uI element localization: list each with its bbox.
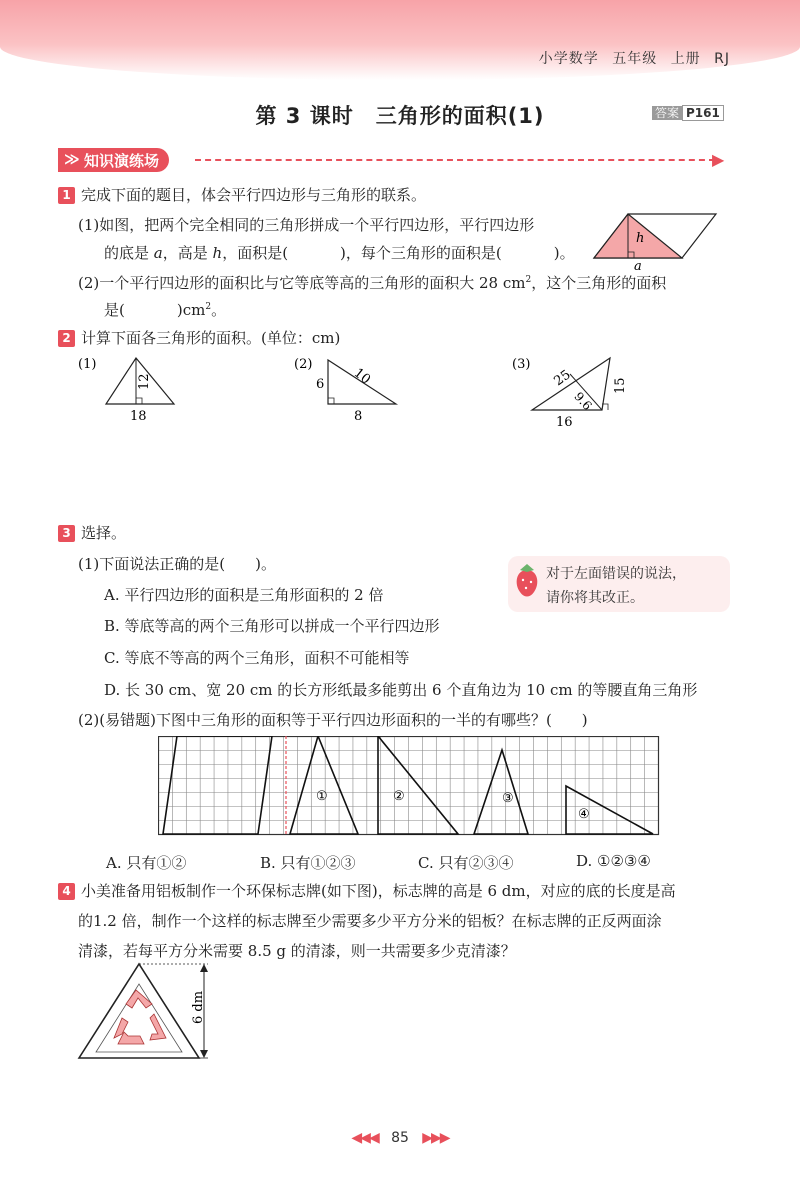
t2-hyp-label: 10: [350, 365, 374, 388]
q2-number: 2: [58, 330, 75, 347]
label-3: ③: [502, 791, 514, 806]
t3-alt-label: 9.6: [571, 389, 595, 413]
section-label: 知识演练场: [84, 152, 160, 170]
q1-text-e: )。: [553, 244, 575, 262]
note-line-1: 对于左面错误的说法，: [546, 566, 686, 582]
fig-a-label: a: [634, 259, 642, 272]
book-volume: 上册: [670, 51, 701, 67]
q1-text-d: )，每个三角形的面积是(: [340, 244, 502, 262]
header-band: [0, 0, 800, 80]
q1-part1-line2: [104, 242, 575, 263]
arrow-right-icon: ▶: [712, 150, 725, 169]
book-grade: 五年级: [612, 51, 658, 67]
q4-number: 4: [58, 883, 75, 900]
q4-line3: 清漆，若每平方分米需要 8.5 g 的清漆，则一共需要多少克清漆？: [78, 942, 516, 960]
answer-label: 答案: [652, 106, 682, 120]
q1-stem-text: 完成下面的题目，体会平行四边形与三角形的联系。: [81, 186, 427, 204]
triangle-3: [532, 358, 610, 410]
answer-page: P161: [682, 105, 724, 121]
t3-base-label: 16: [556, 415, 573, 430]
q1-text-a: 的底是: [104, 244, 154, 262]
grid-figure: [158, 736, 660, 836]
parallelogram-figure: [590, 210, 720, 272]
q4-line1: [58, 880, 676, 901]
q1-p2-a: 是(: [104, 301, 125, 319]
book-edition: RJ: [714, 51, 730, 67]
q3-choice-d[interactable]: D. ①②③④: [576, 852, 651, 870]
q3-option-c[interactable]: C. 等底不等高的两个三角形，面积不可能相等: [104, 649, 410, 667]
q4-line1-text: 小美准备用铝板制作一个环保标志牌(如下图)，标志牌的高是 6 dm，对应的底的长度是高: [81, 882, 676, 900]
label-1: ①: [316, 789, 328, 804]
t1-height-label: 12: [137, 373, 152, 390]
q3-stem: [58, 522, 126, 543]
strawberry-icon: [510, 558, 544, 604]
t1-label: (1): [78, 357, 97, 372]
q3-part1: (1)下面说法正确的是( )。: [78, 555, 276, 573]
label-4: ④: [578, 807, 590, 822]
t1-base-label: 18: [130, 409, 147, 424]
page-footer: [0, 1130, 800, 1146]
answer-reference: [652, 104, 724, 121]
q3-option-d[interactable]: D. 长 30 cm、宽 20 cm 的长方形纸最多能剪出 6 个直角边为 10 cm 的等腰直角三角形: [104, 681, 698, 699]
q1-part2-line2: [104, 299, 226, 320]
t2-base-label: 8: [354, 409, 363, 424]
q1-p2-c: 。: [211, 301, 227, 319]
triangle-3-figure: [510, 352, 640, 432]
q1-text-b: ，高是: [162, 244, 213, 262]
book-subject: 小学数学: [538, 51, 599, 67]
t3-side-b-label: 15: [613, 377, 628, 394]
page-number: 85: [391, 1130, 409, 1146]
q3-stem-text: 选择。: [81, 524, 127, 542]
sup-2: 2: [525, 275, 532, 285]
double-chevron-icon: ≫: [64, 150, 80, 168]
q3-choice-a[interactable]: A. 只有①②: [106, 854, 187, 872]
q1-p2-b: )cm: [176, 301, 206, 319]
label-2: ②: [393, 789, 405, 804]
triangle-2-figure: [292, 352, 412, 426]
t2-label: (2): [294, 357, 313, 372]
q3-choice-b[interactable]: B. 只有①②③: [260, 854, 356, 872]
section-divider: [195, 159, 715, 161]
t3-label: (3): [512, 357, 531, 372]
next-arrows-icon: ▶▶▶: [422, 1130, 449, 1146]
q1-number: 1: [58, 187, 75, 204]
prev-arrows-icon: ◀◀◀: [351, 1130, 378, 1146]
q2-stem-text: 计算下面各三角形的面积。(单位：cm): [81, 329, 341, 347]
recycle-sign-figure: [74, 958, 224, 1062]
t2-side-label: 6: [316, 377, 325, 392]
q1-p2-text: (2)一个平行四边形的面积比与它等底等高的三角形的面积大 28 cm: [78, 274, 526, 292]
q1-part2-line1: [78, 272, 666, 293]
height-label: 6 dm: [191, 990, 206, 1024]
triangle-1-figure: [74, 352, 194, 426]
var-h: h: [212, 244, 223, 262]
q2-stem: [58, 327, 340, 348]
note-line-2: 请你将其改正。: [546, 590, 644, 606]
q3-option-b[interactable]: B. 等底等高的两个三角形可以拼成一个平行四边形: [104, 617, 440, 635]
q3-option-a[interactable]: A. 平行四边形的面积是三角形面积的 2 倍: [104, 586, 384, 604]
q3-choice-c[interactable]: C. 只有②③④: [418, 854, 514, 872]
q1-stem: [58, 184, 426, 205]
q4-line2: 的1.2 倍，制作一个这样的标志牌至少需要多少平方分米的铝板？在标志牌的正反两面涂: [78, 912, 662, 930]
book-info: [539, 48, 730, 68]
var-a: a: [153, 244, 163, 262]
q3-part2: (2)(易错题)下图中三角形的面积等于平行四边形面积的一半的有哪些？( ): [78, 711, 588, 729]
section-tab: [58, 148, 169, 172]
correction-note: [546, 562, 686, 610]
page-title: 第 3 课时 三角形的面积(1): [255, 104, 545, 128]
fig-h-label: h: [636, 231, 645, 246]
sup-2: 2: [205, 302, 212, 312]
q1-text-c: ，面积是(: [222, 244, 289, 262]
q1-part1-line1: (1)如图，把两个完全相同的三角形拼成一个平行四边形，平行四边形: [78, 216, 535, 234]
q1-p2-text-b: ，这个三角形的面积: [531, 274, 667, 292]
q3-number: 3: [58, 525, 75, 542]
t3-side-a-label: 25: [551, 367, 574, 390]
